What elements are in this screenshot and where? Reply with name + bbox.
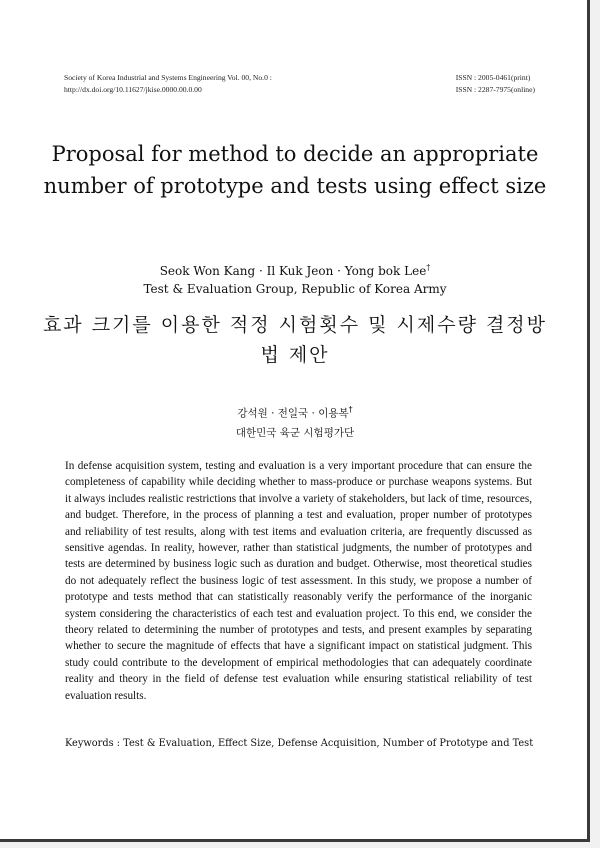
- issn-print: ISSN : 2005-0461(print): [455, 73, 531, 82]
- corresponding-author-mark-korean: †: [348, 405, 353, 414]
- author-affiliation-korean: 대한민국 육군 시험평가단: [235, 426, 355, 439]
- author-names: Seok Won Kang · Il Kuk Jeon · Yong bok Lee: [159, 264, 427, 278]
- issn-block: [456, 72, 535, 96]
- issn-online: ISSN : 2287-7975(online): [455, 85, 535, 94]
- paper-title-korean: 효과 크기를 이용한 적정 시험횟수 및 시제수량 결정방법 제안: [42, 314, 548, 366]
- journal-line: Society of Korea Industrial and Systems Engineering Vol. 00, No.0 :: [64, 73, 272, 82]
- authors-english: [40, 259, 550, 298]
- corresponding-author-mark: †: [426, 263, 431, 272]
- abstract: In defense acquisition system, testing and evaluation is a very important procedure that can ensure the completeness of capability while deciding whether to mass-produce or purchase weapons systems. But it always includes realistic restrictions that involve a variety of stakeholders, but lack of time, resources, and budget. Therefore, in the process of planning a test and evaluation, proper number of prototypes and reliability of test results, along with test items and evaluation criteria, are frequently discussed as sensitive agendas. In reality, however, rather than statistical judgments, the number of prototypes and tests are determined by business logic such as duration and budget. Otherwise, most theoretical studies do not adequately reflect the business logic of test assessment. In this study, we propose a number of prototype and tests method that can statistically reasonably verify the performance of the inorganic system considering the characteristics of each test and evaluation project. To this end, we consider the theory related to determining the number of prototypes and tests, and present examples by separating whether to secure the magnitude of effects that have a significant impact on statistical judgment. This study could contribute to the development of empirical methodologies that can adequately coordinate reality and theory in the field of defense test evaluation while ensuring statistical reliability of test evaluation results.: [65, 460, 532, 702]
- author-names-korean: 강석원 · 전일국 · 이용복: [237, 407, 349, 420]
- keywords: Keywords : Test & Evaluation, Effect Size, Defense Acquisition, Number of Prototype and Test: [65, 738, 534, 749]
- paper-title-english: Proposal for method to decide an appropriate number of prototype and tests using effect size: [43, 142, 547, 198]
- journal-header: [64, 72, 272, 96]
- author-affiliation: Test & Evaluation Group, Republic of Korea Army: [143, 282, 447, 296]
- authors-korean: [40, 400, 550, 443]
- doi-link[interactable]: http://dx.doi.org/10.11627/jkise.0000.00.0.00: [64, 85, 202, 94]
